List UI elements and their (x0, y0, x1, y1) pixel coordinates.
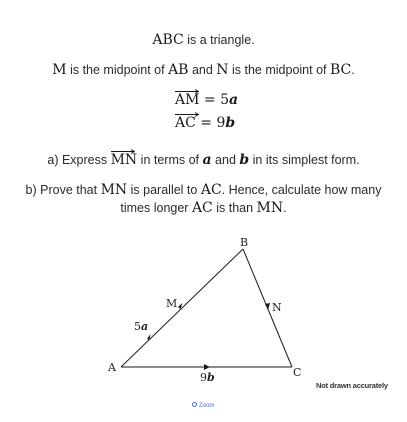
part-a-symbol-b: b (239, 152, 250, 168)
part-b-text-1: b) Prove that (25, 183, 101, 197)
line2-text-4: . (351, 63, 355, 77)
part-a-symbol-a: a (202, 152, 212, 168)
equation-am-rhs: = 5 (199, 92, 229, 108)
line2-text-3: is the midpoint of (228, 63, 330, 77)
side-ab (121, 249, 243, 367)
label-5a (134, 320, 148, 333)
part-b-mn: MN (100, 182, 128, 198)
part-b-text-3: . Hence, calculate how many (221, 183, 382, 197)
part-b-text-5: is than (212, 201, 257, 215)
vector-am-label: AM (175, 92, 200, 108)
point-label-m: M (166, 297, 178, 310)
midpoint-n: N (216, 62, 229, 78)
segment-ab: AB (168, 62, 189, 78)
zoom-link[interactable] (192, 402, 214, 409)
not-drawn-accurately-note: Not drawn accurately (316, 381, 388, 390)
zoom-label: Zoom (199, 403, 215, 409)
vector-mn-label: MN (110, 152, 138, 168)
label-9b (200, 371, 215, 384)
label-9b-coef: 9 (200, 371, 207, 384)
part-b-ac: AC (200, 182, 222, 198)
label-5a-coef: 5 (134, 320, 141, 333)
part-a-text-1: a) Express (47, 153, 111, 167)
vertex-label-b: B (240, 236, 249, 249)
arrow-ac-icon (204, 364, 210, 370)
line1-text: is a triangle. (183, 33, 255, 47)
line2-text-2: and (188, 63, 217, 77)
part-a-text-2: in terms of (137, 153, 203, 167)
line2-text-1: is the midpoint of (66, 63, 169, 77)
triangle-name: ABC (152, 32, 184, 48)
label-9b-sym: b (207, 371, 215, 384)
part-b-ac-2: AC (191, 200, 213, 216)
vector-ac-label: AC (175, 115, 196, 131)
equation-ac-rhs: = 9 (195, 115, 226, 131)
symbol-a: a (229, 92, 239, 108)
part-b-text-2: is parallel to (127, 183, 201, 197)
part-a-text-3: and (211, 153, 240, 167)
part-b-text-4: times longer (120, 201, 192, 215)
part-b-text-6: . (283, 201, 287, 215)
midpoint-m: M (52, 62, 67, 78)
zoom-icon (192, 402, 197, 407)
label-5a-sym: a (141, 320, 149, 333)
segment-bc: BC (329, 62, 352, 78)
symbol-b: b (225, 115, 236, 131)
vertex-label-c: C (293, 366, 302, 379)
vertex-label-a: A (108, 361, 116, 374)
arrow-bn-icon (265, 303, 270, 310)
part-a-text-4: in its simplest form. (249, 153, 360, 167)
part-b-mn-2: MN (256, 200, 284, 216)
point-label-n: N (272, 301, 282, 314)
